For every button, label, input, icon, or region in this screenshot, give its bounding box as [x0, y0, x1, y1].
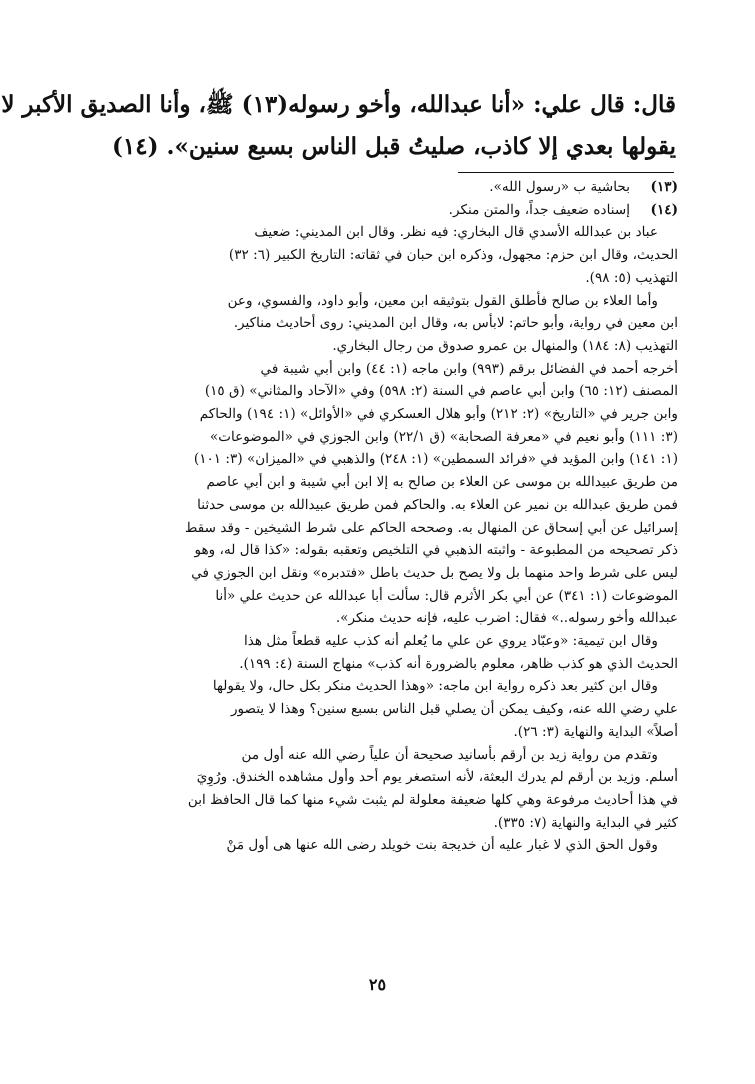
text-line: في هذا أحاديث مرفوعة وهي كلها ضعيفة معلولة لم يثبت شيء منها كما قال الحافظ ابن — [187, 791, 678, 808]
footnote-paragraph — [98, 290, 678, 358]
text-line: المصنف (١٢: ٦٥) وابن أبي عاصم في السنة (٢: ٥٩٨) وفي «الآحاد والمثاني» (ق ١٥) — [204, 383, 678, 400]
footnote-number: (١٤) — [650, 201, 678, 218]
text-line: ليس على شرط واحد منهما بل ولا يصح بل حديث باطل «فتدبره» ونقل ابن الجوزي في — [191, 564, 678, 581]
text-line: أسلم. وزيد بن أرقم لم يدرك البعثة، لأنه استصغر يوم أحد وأول مشاهده الخندق. ورُوِيَ — [196, 769, 678, 786]
text-line: وتقدم من رواية زيد بن أرقم بأسانيد صحيحة أن علياً رضي الله عنه أول من — [241, 746, 658, 763]
text-line: أخرجه أحمد في الفضائل برقم (٩٩٣) وابن ماجه (١: ٤٤) وابن أبي شيبة في — [260, 360, 678, 377]
page-number: ٢٥ — [368, 975, 387, 994]
text-line: وقول الحق الذي لا غبار عليه أن خديجة بنت خويلد رضى الله عنها هى أول مَنْ — [226, 837, 658, 854]
text-line: ذكر تصحيحه من المطبوعة - واثبته الذهبي في التلخيص وتعقبه بقوله: «كذا قال له، وهو — [194, 542, 678, 559]
text-line: (٣: ١١١) وأبو نعيم في «معرفة الصحابة» (ق ٢٢/١) وابن الجوزي في «الموضوعات» — [209, 428, 678, 445]
footnote-separator — [458, 172, 674, 173]
text-line: (١: ١٤١) وابن المؤيد في «فرائد السمطين» (١: ٢٤٨) والذهبي في «الميزان» (٣: ١٠١) — [193, 451, 678, 468]
text-line: الحديث الذي هو كذب ظاهر، معلوم بالضرورة أنه كذب» منهاج السنة (٤: ١٩٩). — [239, 655, 678, 672]
footnote-paragraph — [98, 744, 678, 835]
footnote-paragraph — [98, 358, 678, 630]
text-line: كثير في البداية والنهاية (٧: ٣٣٥). — [493, 814, 678, 831]
footnote-text: إسناده ضعيف جداً، والمتن منكر. — [448, 201, 630, 218]
text-line: أصلاً» البداية والنهاية (٣: ٢٦). — [513, 723, 678, 740]
text-line: عبدالله وأخو رسوله..» فقال: اضرب عليه، فإنه حديث منكر». — [335, 610, 678, 627]
text-line: وابن جرير في «التاريخ» (٢: ٢١٢) وأبو هلال العسكري في «الأوائل» (١: ١٩٤) والحاكم — [199, 406, 678, 423]
text-line: فمن طريق عبدالله بن نمير عن العلاء به. والحاكم فمن طريق عبيدالله بن موسى حدثنا — [197, 496, 678, 513]
text-line: وأما العلاء بن صالح فأطلق القول بتوثيقه ابن معين، وأبو داود، والفسوي، وعن — [227, 292, 658, 309]
main-quote-line: قال: قال علي: «أنا عبدالله، وأخو رسوله(١٣) ﷺ، وأنا الصديق الأكبر لا — [1, 91, 676, 118]
text-line: عباد بن عبدالله الأسدي قال البخاري: فيه نظر. وقال ابن المديني: ضعيف — [254, 224, 658, 241]
text-line: التهذيب (٥: ٩٨). — [585, 269, 678, 286]
footnote — [98, 176, 678, 199]
footnote-number: (١٣) — [650, 179, 678, 195]
footnote — [98, 199, 678, 222]
footnote-paragraph — [98, 675, 678, 743]
footnote-paragraph — [98, 834, 678, 857]
main-quote-line: يقولها بعدي إلا كاذب، صليتُ قبل الناس بسبع سنين». (١٤) — [111, 133, 676, 160]
text-line: وقال ابن كثير بعد ذكره رواية ابن ماجه: «وهذا الحديث منكر بكل حال، ولا يقولها — [212, 678, 658, 695]
text-line: الموضوعات (١: ٣٤١) عن أبي بكر الأثرم قال: سألت أبا عبدالله عن حديث علي «أنا — [215, 587, 678, 604]
text-line: إسرائيل عن أبي إسحاق عن المنهال به. وصححه الحاكم على شرط الشيخين - وقد سقط — [184, 519, 678, 536]
footnote-paragraph — [98, 221, 678, 289]
text-line: الحديث، وقال ابن حزم: مجهول، وذكره ابن حبان في ثقاته: التاريخ الكبير (٦: ٣٢) — [228, 247, 678, 264]
footnotes — [98, 176, 678, 857]
footnote-text: بحاشية ب «رسول الله». — [489, 179, 630, 195]
text-line: وقال ابن تيمية: «وعبّاد يروي عن علي ما يُعلم أنه كذب عليه قطعاً مثل هذا — [243, 633, 658, 650]
main-quote — [1, 84, 676, 168]
text-line: علي رضي الله عنه، وكيف يمكن أن يصلي قبل الناس بسبع سنين؟ وهذا لا يتصور — [230, 701, 678, 718]
text-line: من طريق عبيدالله بن موسى عن العلاء بن صالح به إلا ابن أبي شيبة و ابن أبي عاصم — [206, 474, 678, 491]
text-line: ابن معين في رواية، وأبو حاتم: لابأس به، وقال ابن المديني: روى أحاديث مناكير. — [233, 315, 678, 332]
text-line: التهذيب (٨: ١٨٤) والمنهال بن عمرو صدوق من رجال البخاري. — [332, 337, 678, 354]
footnote-body — [98, 221, 678, 857]
footnote-paragraph — [98, 630, 678, 675]
